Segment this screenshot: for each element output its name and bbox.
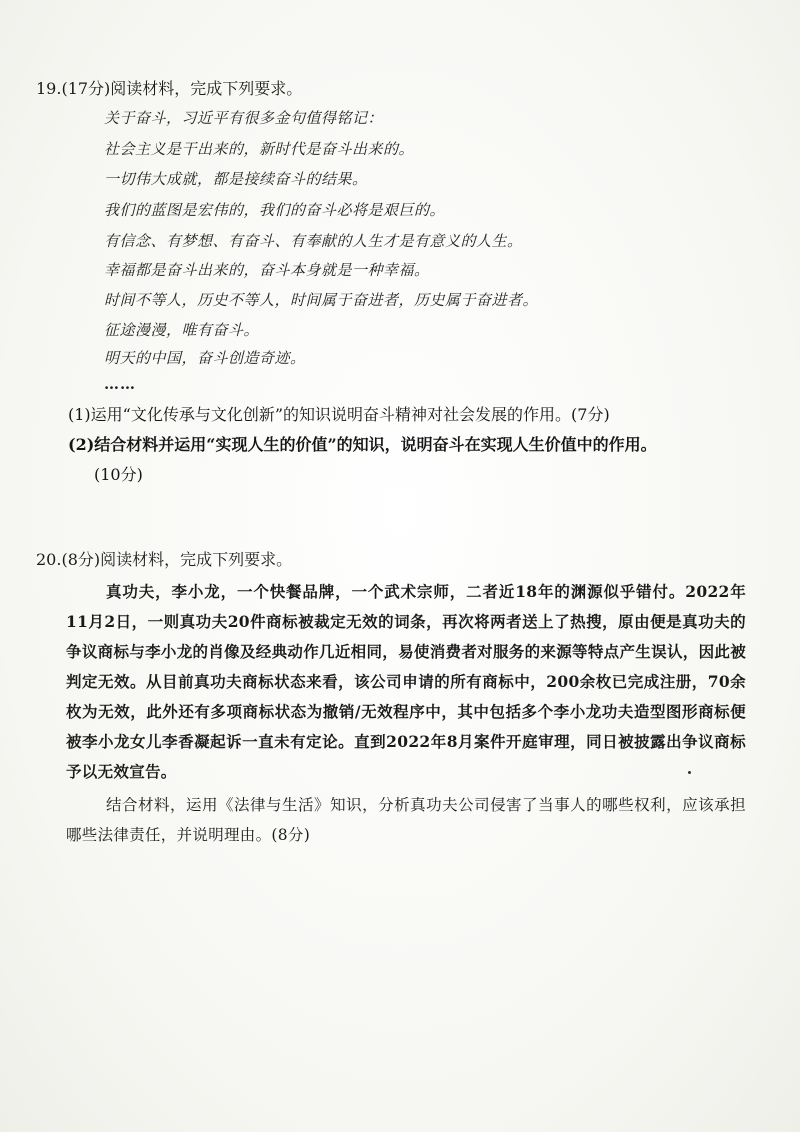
question-20-material: 真功夫，李小龙，一个快餐品牌，一个武术宗师，二者近18年的渊源似乎错付。2022年11月2日，一则真功夫20件商标被裁定无效的词条，再次将两者送上了热搜，原由便是真功夫的争议商标与李小龙的肖像及经典动作几近相同，易使消费者对服务的来源等特点产生误认，因此被判定无效。从目前真功夫商标状态来看，该公司申请的所有商标中，200余枚已完成注册，70余枚为无效，此外还有多项商标状态为撤销/无效程序中，其中包括多个李小龙功夫造型图形商标便被李小龙女儿李香凝起诉一直未有定论。直到2022年8月案件开庭审理，同日被披露出争议商标予以无效宣告。 (66, 582, 746, 781)
question-19-sub-2: (2)结合材料并运用“实现人生的价值”的知识，说明奋斗在实现人生价值中的作用。 (68, 435, 657, 454)
quote-line: 有信念、有梦想、有奋斗、有奉献的人生才是有意义的人生。 (104, 232, 523, 250)
quote-ellipsis: …… (104, 375, 136, 393)
quote-line: 明天的中国，奋斗创造奇迹。 (104, 349, 306, 367)
question-19-sub-2-score: (10分) (94, 465, 143, 484)
quote-line: 幸福都是奋斗出来的，奋斗本身就是一种幸福。 (104, 261, 430, 279)
quote-line: 一切伟大成就，都是接续奋斗的结果。 (104, 170, 368, 188)
quote-line: 社会主义是干出来的，新时代是奋斗出来的。 (104, 140, 415, 158)
question-20-task: 结合材料，运用《法律与生活》知识，分析真功夫公司侵害了当事人的哪些权利，应该承担哪些法律责任，并说明理由。(8分) (66, 796, 746, 844)
scan-speck (688, 771, 691, 774)
quote-line: 征途漫漫，唯有奋斗。 (104, 321, 260, 339)
quote-line: 我们的蓝图是宏伟的，我们的奋斗必将是艰巨的。 (104, 201, 446, 219)
quote-line-intro: 关于奋斗，习近平有很多金句值得铭记： (104, 109, 384, 127)
question-20-heading: 20.(8分)阅读材料，完成下列要求。 (36, 550, 293, 569)
quote-line: 时间不等人，历史不等人，时间属于奋进者，历史属于奋进者。 (104, 291, 539, 309)
question-19-heading: 19.(17分)阅读材料，完成下列要求。 (36, 79, 303, 98)
question-19-sub-1: (1)运用“文化传承与文化创新”的知识说明奋斗精神对社会发展的作用。(7分) (68, 405, 610, 424)
